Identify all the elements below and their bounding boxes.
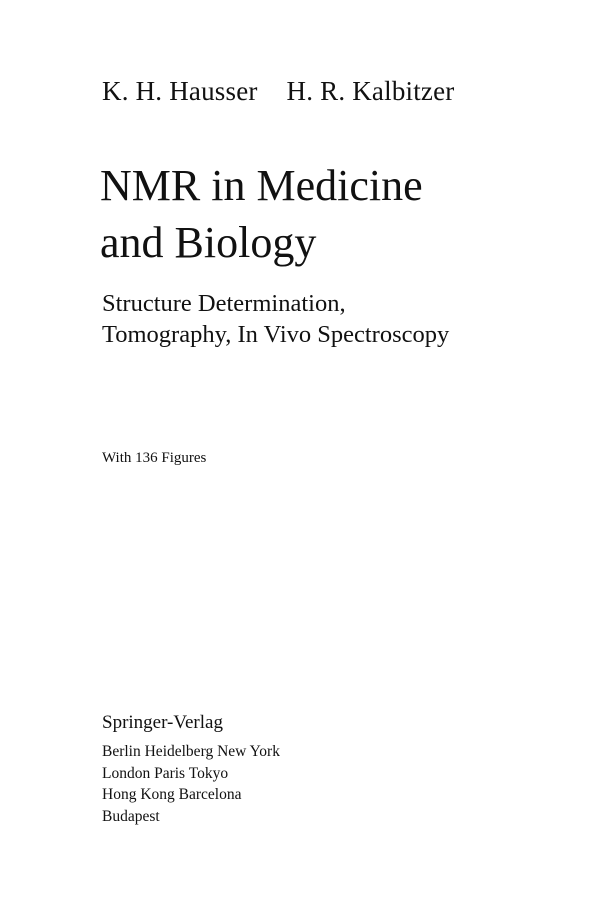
- publisher-cities: [102, 741, 280, 827]
- publisher-city-line: London Paris Tokyo: [102, 764, 229, 782]
- author-name: K. H. Hausser: [102, 76, 258, 106]
- figures-note: With 136 Figures: [102, 450, 207, 466]
- book-title: [100, 157, 423, 271]
- book-subtitle-line: Structure Determination,: [102, 290, 346, 317]
- publisher-city-line: Budapest: [102, 807, 160, 825]
- book-subtitle-line: Tomography, In Vivo Spectroscopy: [102, 321, 450, 348]
- author-name: H. R. Kalbitzer: [286, 76, 455, 106]
- book-title-line: NMR in Medicine: [100, 161, 423, 210]
- publisher-city-line: Hong Kong Barcelona: [102, 786, 242, 803]
- publisher-city-line: Berlin Heidelberg New York: [102, 743, 280, 760]
- publisher-name: Springer-Verlag: [102, 712, 223, 733]
- authors: [102, 76, 454, 107]
- book-title-line: and Biology: [100, 218, 317, 267]
- book-subtitle: [102, 288, 449, 350]
